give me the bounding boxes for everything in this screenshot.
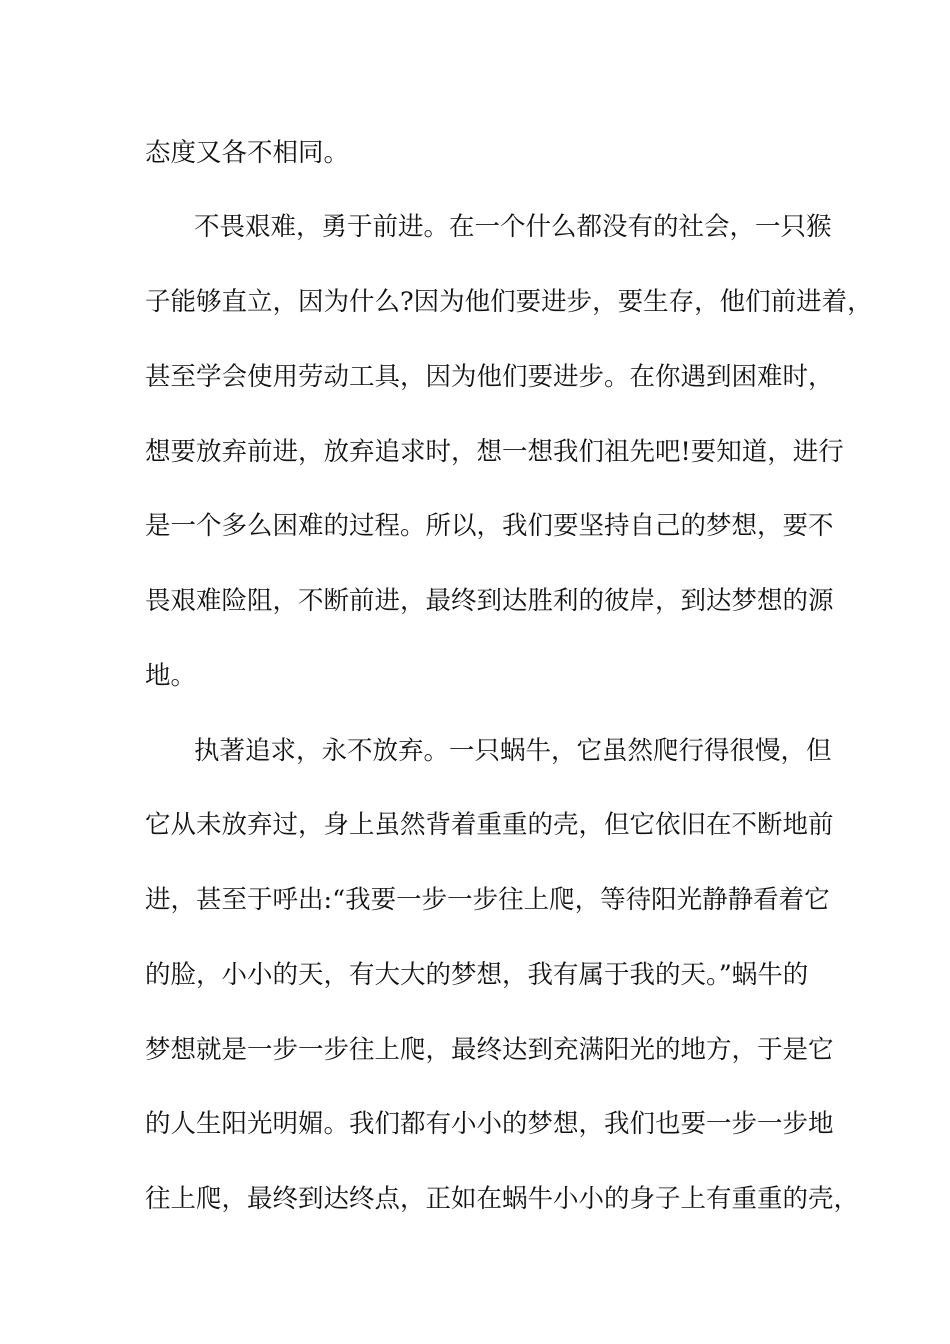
text-line: 它从未放弃过，身上虽然背着重重的壳，但它依旧在不断地前 <box>145 810 834 840</box>
paragraph-start-line: 执著追求，永不放弃。一只蜗牛，它虽然爬行得很慢，但 <box>194 736 832 766</box>
text-line: 子能够直立，因为什么?因为他们要进步，要生存，他们前进着， <box>145 287 873 317</box>
text-line: 畏艰难险阻，不断前进，最终到达胜利的彼岸，到达梦想的源 <box>145 586 834 616</box>
text-line: 态度又各不相同。 <box>145 138 350 168</box>
text-line: 往上爬，最终到达终点，正如在蜗牛小小的身子上有重重的壳， <box>145 1184 860 1214</box>
text-line: 地。 <box>145 661 197 691</box>
text-line: 进，甚至于呼出:“我要一步一步往上爬，等待阳光静静看着它 <box>145 885 830 915</box>
text-line: 是一个多么困难的过程。所以，我们要坚持自己的梦想，要不 <box>145 511 834 541</box>
text-line: 的人生阳光明媚。我们都有小小的梦想，我们也要一步一步地 <box>145 1109 834 1139</box>
text-line: 甚至学会使用劳动工具，因为他们要进步。在你遇到困难时， <box>145 362 834 392</box>
text-line: 梦想就是一步一步往上爬，最终达到充满阳光的地方，于是它 <box>145 1035 834 1065</box>
paragraph-start-line: 不畏艰难，勇于前进。在一个什么都没有的社会，一只猴 <box>194 212 832 242</box>
text-line: 的脸，小小的天，有大大的梦想，我有属于我的天。”蜗牛的 <box>145 960 809 990</box>
text-line: 想要放弃前进，放弃追求时，想一想我们祖先吧!要知道，进行 <box>145 437 844 467</box>
